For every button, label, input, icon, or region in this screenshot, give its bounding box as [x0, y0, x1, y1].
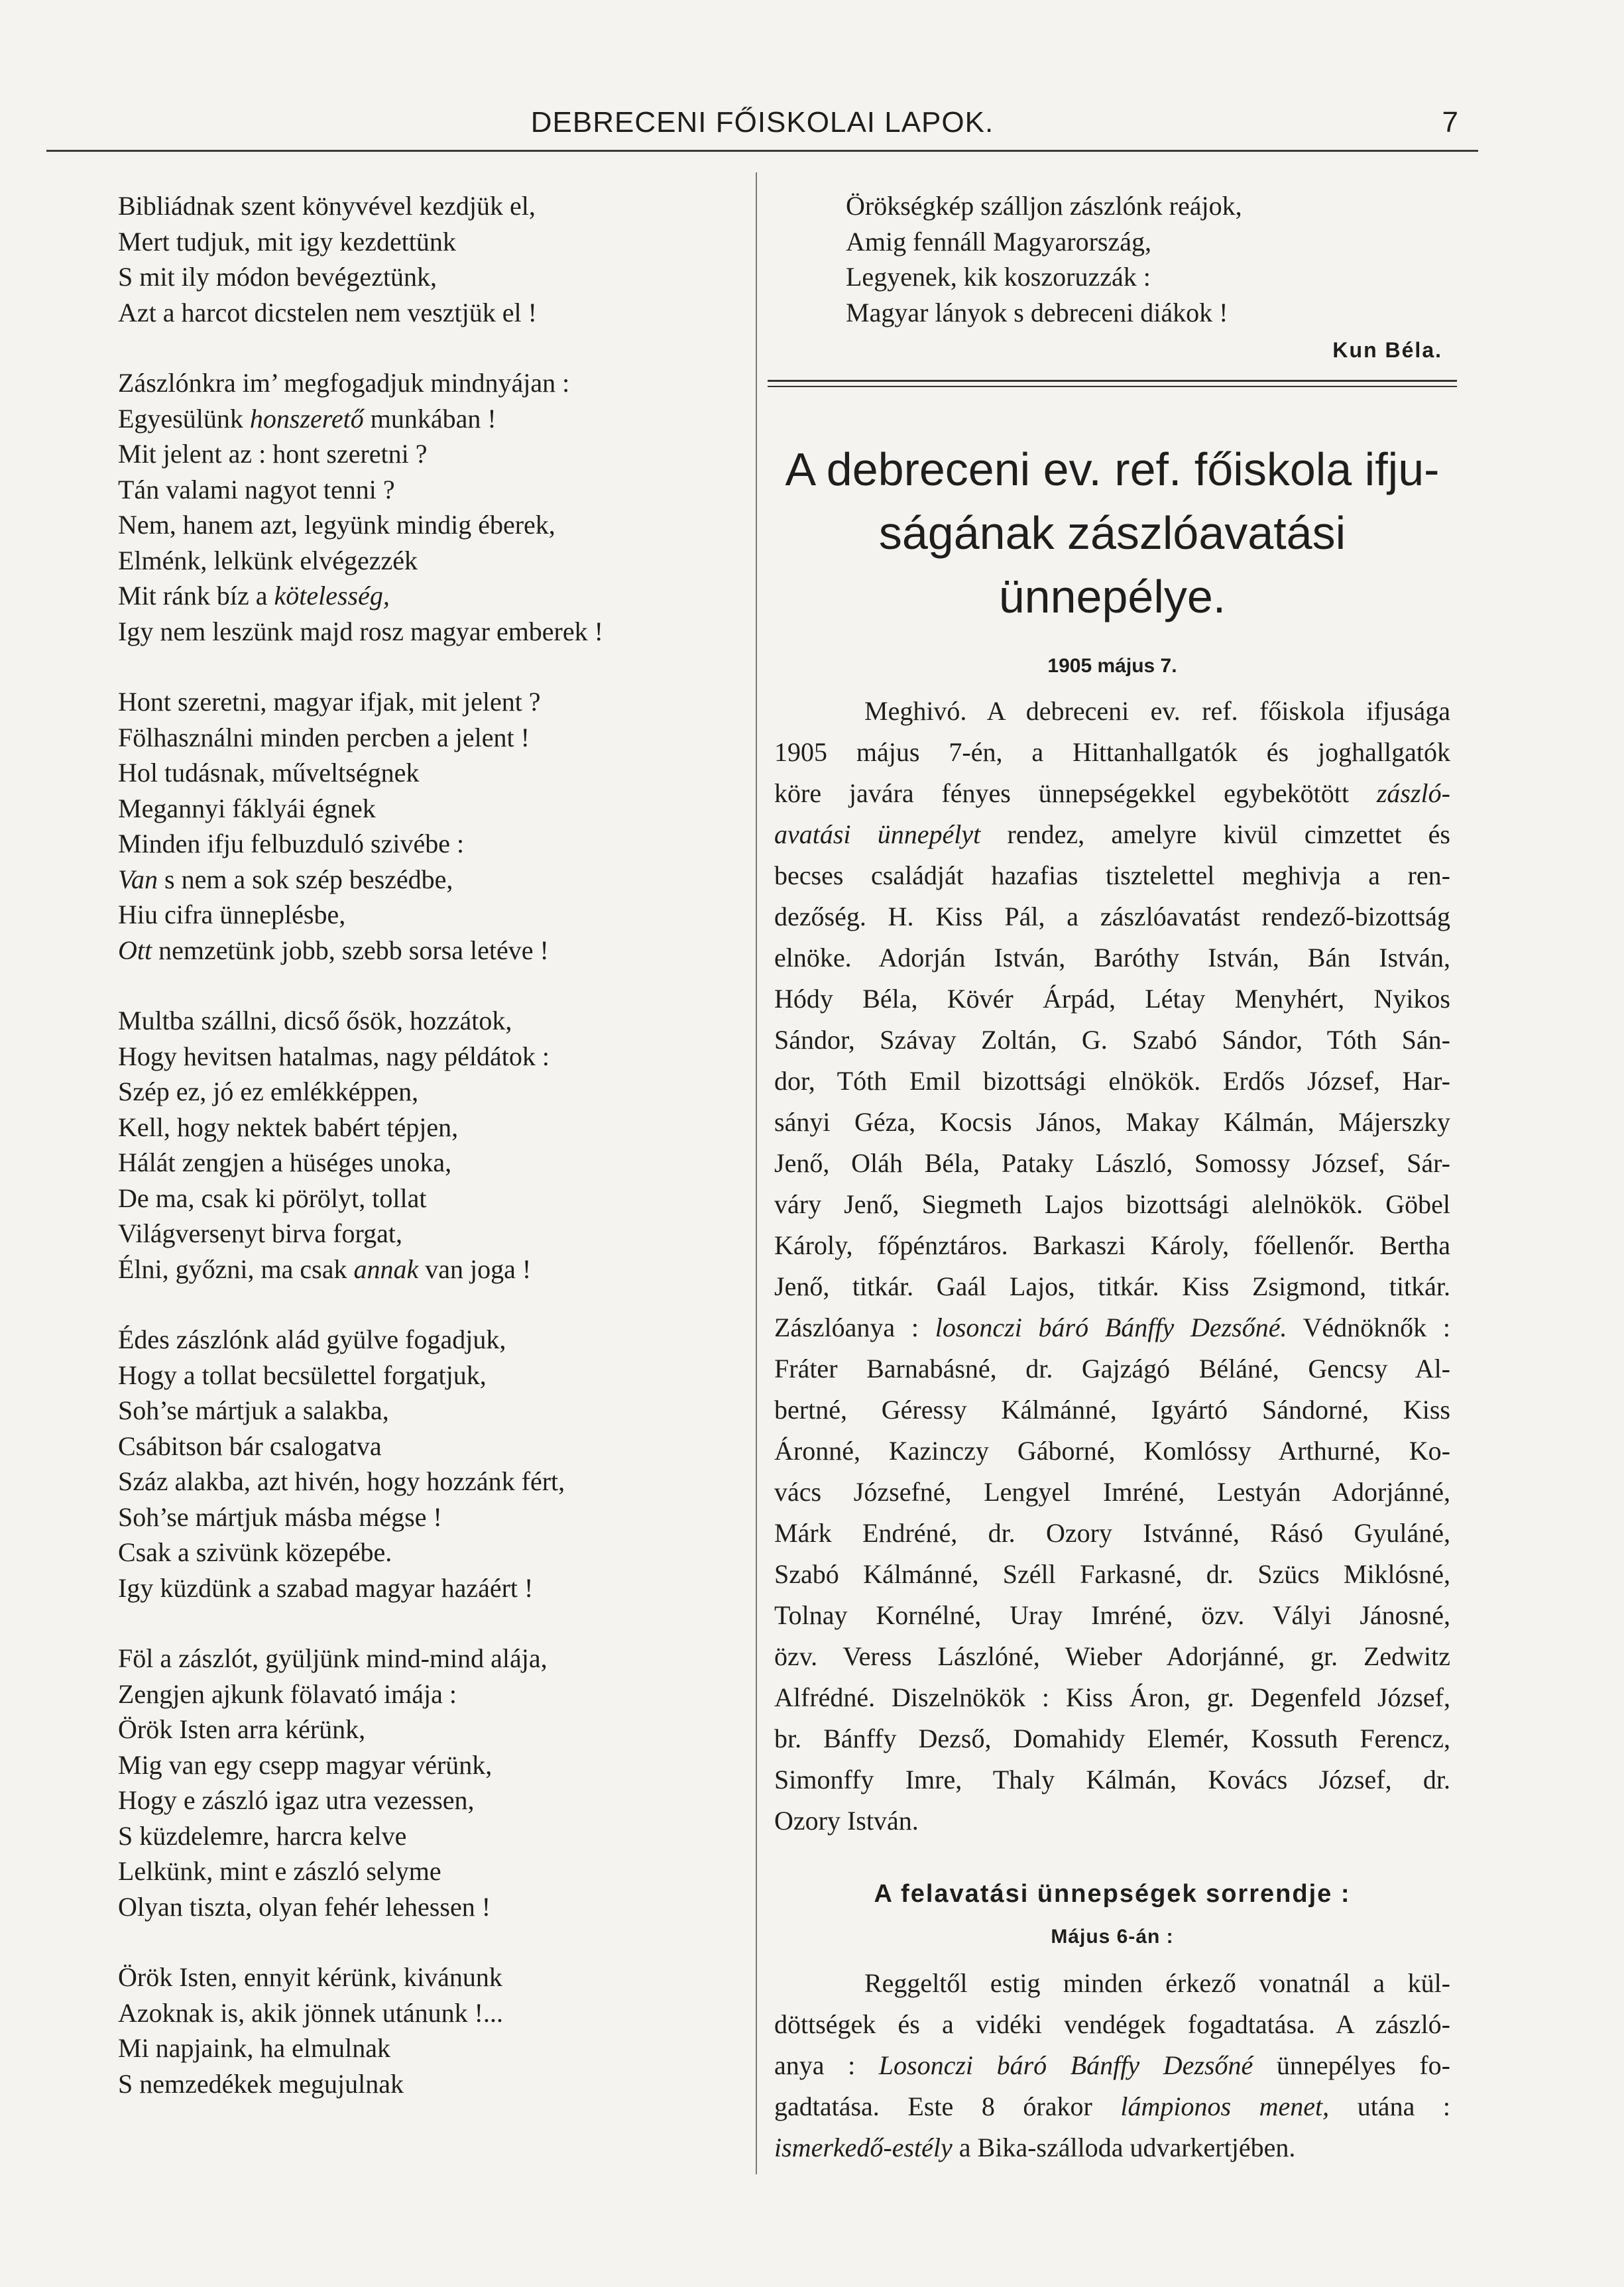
- line-text: Egyesülünk: [118, 403, 250, 434]
- line-text: Meghivó. A debreceni ev. ref. főiskola ifjusága: [864, 696, 1450, 726]
- paragraph-line: [774, 814, 1450, 855]
- paragraph-line: [774, 732, 1450, 773]
- line-text: dor, Tóth Emil bizottsági elnökök. Erdős József, Har-: [774, 1066, 1450, 1096]
- header-rule: [46, 150, 1478, 152]
- column-divider: [756, 172, 757, 2174]
- line-text: Jenő, Oláh Béla, Pataky László, Somossy József, Sár-: [774, 1148, 1450, 1178]
- poem-verse-line: [118, 1853, 715, 1889]
- line-text: Simonffy Imre, Thaly Kálmán, Kovács József, dr.: [774, 1765, 1450, 1794]
- right-column: [768, 188, 1457, 2168]
- line-text: Nem, hanem azt, legyünk mindig éberek,: [118, 510, 555, 540]
- article-title-line-2: ságának zászlóavatási ünnepélye.: [878, 507, 1346, 622]
- line-text: özv. Veress Lászlóné, Wieber Adorjánné, gr. Zedwitz: [774, 1641, 1450, 1671]
- line-text: Hol tudásnak, műveltségnek: [118, 758, 420, 788]
- poem-verse-line: [118, 436, 715, 472]
- line-text: Kell, hogy nektek babért tépjen,: [118, 1112, 459, 1142]
- line-text: van joga !: [418, 1254, 532, 1284]
- line-text: Károly, főpénztáros. Barkaszi Károly, főellenőr. Bertha: [774, 1230, 1450, 1260]
- line-text: Azt a harcot dicstelen nem vesztjük el !: [118, 297, 537, 327]
- poem-verse-line: [118, 2030, 715, 2066]
- line-text: köre javára fényes ünnepségekkel egybekötött: [774, 778, 1377, 808]
- poem-stanza: [118, 1960, 715, 2101]
- line-text: Reggeltől estig minden érkező vonatnál a kül-: [864, 1968, 1450, 1998]
- line-text: Édes zászlónk alád gyülve fogadjuk,: [118, 1324, 506, 1354]
- line-text: Föl a zászlót, gyüljünk mind-mind alája,: [118, 1643, 548, 1673]
- line-text: Minden ifju felbuzduló szivébe :: [118, 829, 465, 858]
- poem-verse-line: [118, 1252, 715, 1287]
- line-text: Tolnay Kornélné, Uray Imréné, özv. Vályi Jánosné,: [774, 1600, 1450, 1630]
- line-text: Igy küzdünk a szabad magyar hazáért !: [118, 1572, 534, 1603]
- paragraph-line: [774, 896, 1450, 937]
- emphasis-text: losonczi báró Bánffy Dezsőné.: [935, 1313, 1287, 1342]
- line-text: Megannyi fáklyái égnek: [118, 793, 376, 823]
- poem-stanza: [118, 1322, 715, 1606]
- line-text: S mit ily módon bevégeztünk,: [118, 262, 437, 292]
- poem-verse-line: [118, 1003, 715, 1039]
- line-text: Zászlóanya :: [774, 1313, 935, 1342]
- line-text: Szabó Kálmánné, Széll Farkasné, dr. Szücs Miklósné,: [774, 1559, 1450, 1589]
- line-text: rendez, amelyre kivül cimzettet és: [980, 819, 1450, 849]
- line-text: Tán valami nagyot tenni ?: [118, 474, 395, 504]
- paragraph-line: [774, 1431, 1450, 1472]
- line-text: elnöke. Adorján István, Baróthy István, Bán István,: [774, 943, 1450, 972]
- poem-verse-line: [118, 1429, 715, 1464]
- emphasis-text: avatási ünnepélyt: [774, 819, 981, 849]
- poem-verse-line: [118, 862, 715, 898]
- poem-verse-line: [118, 1145, 715, 1181]
- poem-verse-line: [118, 1393, 715, 1429]
- line-text: s nem a sok szép beszédbe,: [158, 864, 453, 894]
- poem-verse-line: [118, 1110, 715, 1145]
- poem-verse-line: [118, 578, 715, 614]
- schedule-paragraph: [774, 1963, 1450, 2168]
- paragraph-line: [774, 773, 1450, 814]
- poem-verse-line: [118, 755, 715, 791]
- line-text: váry Jenő, Siegmeth Lajos bizottsági alelnökök. Göbel: [774, 1189, 1450, 1219]
- paragraph-line: [774, 1020, 1450, 1061]
- section-divider: [768, 380, 1457, 387]
- poem-verse-line: [118, 1216, 715, 1252]
- paragraph-line: [774, 691, 1450, 732]
- paragraph-line: [774, 1184, 1450, 1225]
- poem-verse-line: [118, 1995, 715, 2031]
- poem-verse-line: [118, 614, 715, 650]
- line-text: anya :: [774, 2050, 879, 2080]
- paragraph-line: [774, 2004, 1450, 2045]
- emphasis-text: lámpionos menet,: [1120, 2091, 1330, 2121]
- poem-verse-line: Örökségkép szálljon zászlónk reájok,: [846, 191, 1242, 221]
- emphasis-text: Losonczi báró Bánffy Dezsőné: [878, 2050, 1253, 2080]
- line-text: Mig van egy csepp magyar vérünk,: [118, 1749, 493, 1780]
- poem-stanza: [118, 1003, 715, 1287]
- line-text: S küzdelemre, harcra kelve: [118, 1820, 407, 1851]
- line-text: Bibliádnak szent könyvével kezdjük el,: [118, 191, 536, 221]
- running-header: [46, 106, 1478, 146]
- poem-author: Kun Béla.: [1332, 338, 1442, 362]
- poem-verse-line: [118, 1181, 715, 1216]
- poem-verse-line: [118, 1889, 715, 1925]
- paragraph-line: [774, 1143, 1450, 1184]
- poem-verse-line: [118, 1535, 715, 1570]
- paragraph-line: [774, 1595, 1450, 1636]
- poem-verse-line: [118, 1676, 715, 1712]
- line-text: utána :: [1329, 2091, 1451, 2121]
- paragraph-line: [774, 1225, 1450, 1266]
- section-heading: A felavatási ünnepségek sorrendje :: [874, 1880, 1351, 1908]
- invitation-paragraph: [774, 691, 1450, 1842]
- line-text: Mert tudjuk, mit igy kezdettünk: [118, 226, 456, 257]
- line-text: Zászlónkra im’ megfogadjuk mindnyájan :: [118, 368, 570, 398]
- line-text: Jenő, titkár. Gaál Lajos, titkár. Kiss Zsigmond, titkár.: [774, 1271, 1450, 1301]
- line-text: Ozory István.: [774, 1806, 919, 1836]
- paragraph-line: [774, 855, 1450, 896]
- paragraph-line: [774, 978, 1450, 1020]
- poem-verse-line: Magyar lányok s debreceni diákok !: [846, 297, 1228, 327]
- line-text: Élni, győzni, ma csak: [118, 1254, 354, 1284]
- line-text: Csábitson bár csalogatva: [118, 1431, 382, 1461]
- line-text: Mit ránk bíz a: [118, 581, 274, 611]
- paragraph-line: [774, 1800, 1450, 1842]
- poem-verse-line: [118, 684, 715, 720]
- line-text: S nemzedékek megujulnak: [118, 2068, 404, 2099]
- paragraph-line: [774, 937, 1450, 978]
- line-text: bertné, Géressy Kálmánné, Igyártó Sándorné, Kiss: [774, 1395, 1450, 1425]
- line-text: Áronné, Kazinczy Gáborné, Komlóssy Arthurné, Ko-: [774, 1436, 1450, 1466]
- poem-verse-line: [118, 1818, 715, 1854]
- line-text: Fráter Barnabásné, dr. Gajzágó Béláné, Gencsy Al-: [774, 1354, 1450, 1383]
- paragraph-line: [774, 2127, 1450, 2168]
- line-text: Száz alakba, azt hivén, hogy hozzánk fért,: [118, 1466, 565, 1496]
- poem-verse-line: [118, 933, 715, 968]
- poem-stanza: [118, 188, 715, 330]
- line-text: Hont szeretni, magyar ifjak, mit jelent ?: [118, 687, 541, 717]
- line-text: Csak a szivünk közepébe.: [118, 1537, 392, 1567]
- line-text: Örök Isten arra kérünk,: [118, 1714, 366, 1744]
- poem-verse-line: [118, 897, 715, 933]
- paragraph-line: [774, 1061, 1450, 1102]
- paragraph-line: [774, 1636, 1450, 1677]
- poem-verse-line: [118, 1960, 715, 1995]
- paragraph-line: [774, 1472, 1450, 1513]
- line-text: Lelkünk, mint e zászló selyme: [118, 1856, 441, 1886]
- line-text: munkában !: [363, 403, 496, 434]
- line-text: Olyan tiszta, olyan fehér lehessen !: [118, 1891, 491, 1922]
- paragraph-line: [774, 1389, 1450, 1431]
- line-text: vács Józsefné, Lengyel Imréné, Lestyán Adorjánné,: [774, 1477, 1450, 1507]
- line-text: Azoknak is, akik jönnek utánunk !...: [118, 1997, 503, 2028]
- line-text: De ma, csak ki pörölyt, tollat: [118, 1183, 427, 1213]
- line-text: Igy nem leszünk majd rosz magyar emberek !: [118, 616, 603, 646]
- poem-verse-line: [118, 472, 715, 508]
- poem-verse-line: [118, 401, 715, 437]
- line-text: Hiu cifra ünneplésbe,: [118, 900, 346, 929]
- line-text: gadtatása. Este 8 órakor: [774, 2091, 1121, 2121]
- line-text: Márk Endréné, dr. Ozory Istvánné, Rásó Gyuláné,: [774, 1518, 1450, 1548]
- poem-verse-line: Legyenek, kik koszoruzzák :: [846, 262, 1151, 292]
- poem-verse-line: [118, 1039, 715, 1075]
- poem-verse-line: [118, 295, 715, 331]
- poem-verse-line: [118, 1712, 715, 1747]
- poem-verse-line: [118, 507, 715, 543]
- poem-verse-line: [118, 1074, 715, 1110]
- poem-stanza: [118, 1641, 715, 1924]
- emphasis-text: kötelesség,: [274, 581, 390, 611]
- poem-verse-line: [118, 826, 715, 862]
- line-text: Alfrédné. Diszelnökök : Kiss Áron, gr. Degenfeld József,: [774, 1682, 1450, 1712]
- line-text: Zengjen ajkunk fölavató imája :: [118, 1678, 457, 1709]
- line-text: Örök Isten, ennyit kérünk, kivánunk: [118, 1962, 502, 1992]
- line-text: sányi Géza, Kocsis János, Makay Kálmán, Májerszky: [774, 1107, 1450, 1137]
- poem-verse-line: [118, 1499, 715, 1535]
- line-text: dezőség. H. Kiss Pál, a zászlóavatást rendező-bizottság: [774, 902, 1450, 931]
- line-text: Soh’se mártjuk másba mégse !: [118, 1501, 442, 1532]
- poem-verse-line: [118, 259, 715, 295]
- line-text: Világversenyt birva forgat,: [118, 1218, 402, 1248]
- emphasis-text: Van: [118, 864, 158, 894]
- line-text: a Bika-szálloda udvarkertjében.: [952, 2133, 1296, 2162]
- line-text: Mi napjaink, ha elmulnak: [118, 2033, 391, 2063]
- paragraph-line: [774, 1963, 1450, 2004]
- paragraph-line: [774, 1554, 1450, 1595]
- subheading-date: Május 6-án :: [1051, 1926, 1174, 1948]
- article-title: [768, 438, 1457, 628]
- paragraph-line: [774, 1307, 1450, 1348]
- poem-column: [118, 188, 715, 2101]
- paragraph-line: [774, 1102, 1450, 1143]
- line-text: Védnöknők :: [1287, 1313, 1451, 1342]
- paragraph-line: [774, 1266, 1450, 1307]
- poem-verse-line: [118, 188, 715, 224]
- emphasis-text: zászló-: [1376, 778, 1450, 808]
- poem-verse-line: [118, 1783, 715, 1818]
- poem-verse-line: [118, 720, 715, 756]
- line-text: Szép ez, jó ez emlékképpen,: [118, 1077, 419, 1106]
- poem-final-stanza: [846, 188, 1457, 330]
- line-text: Elménk, lelkünk elvégezzék: [118, 545, 418, 575]
- line-text: br. Bánffy Dezső, Domahidy Elemér, Kossuth Ferencz,: [774, 1724, 1450, 1753]
- line-text: becses családját hazafias tisztelettel meghivja a ren-: [774, 860, 1450, 890]
- poem-verse-line: [118, 2066, 715, 2102]
- paragraph-line: [774, 1718, 1450, 1759]
- poem-verse-line: [118, 791, 715, 827]
- line-text: döttségek és a vidéki vendégek fogadtatása. A zászló-: [774, 2009, 1450, 2039]
- line-text: Soh’se mártjuk a salakba,: [118, 1395, 389, 1425]
- poem-stanza: [118, 365, 715, 649]
- line-text: 1905 május 7-én, a Hittanhallgatók és joghallgatók: [774, 737, 1450, 767]
- line-text: Hogy e zászló igaz utra vezessen,: [118, 1785, 475, 1815]
- emphasis-text: honszerető: [249, 403, 364, 434]
- page-number: 7: [1442, 106, 1458, 139]
- emphasis-text: Ott: [118, 935, 152, 965]
- poem-verse-line: [118, 1641, 715, 1676]
- poem-verse-line: [118, 224, 715, 260]
- poem-verse-line: [118, 1747, 715, 1783]
- poem-verse-line: [118, 1570, 715, 1606]
- paragraph-line: [774, 1759, 1450, 1800]
- paragraph-line: [774, 1513, 1450, 1554]
- line-text: Sándor, Szávay Zoltán, G. Szabó Sándor, Tóth Sán-: [774, 1025, 1450, 1055]
- emphasis-text: ismerkedő-estély: [774, 2133, 953, 2162]
- poem-verse-line: [118, 1464, 715, 1499]
- paragraph-line: [774, 2086, 1450, 2127]
- article-date: 1905 május 7.: [1047, 655, 1177, 677]
- paragraph-line: [774, 1677, 1450, 1718]
- line-text: Multba szállni, dicső ősök, hozzátok,: [118, 1006, 512, 1035]
- poem-stanza: [118, 684, 715, 968]
- line-text: nemzetünk jobb, szebb sorsa letéve !: [152, 935, 549, 965]
- line-text: Hogy a tollat becsülettel forgatjuk,: [118, 1360, 487, 1390]
- paragraph-line: [774, 2045, 1450, 2086]
- line-text: Hódy Béla, Kövér Árpád, Létay Menyhért, Nyikos: [774, 984, 1450, 1014]
- line-text: Hálát zengjen a hüséges unoka,: [118, 1147, 452, 1177]
- line-text: ünnepélyes fo-: [1253, 2050, 1450, 2080]
- emphasis-text: annak: [353, 1254, 419, 1284]
- poem-verse-line: [118, 543, 715, 579]
- poem-verse-line: [118, 1358, 715, 1393]
- article-title-line-1: A debreceni ev. ref. főiskola ifju-: [785, 443, 1440, 495]
- line-text: Mit jelent az : hont szeretni ?: [118, 439, 428, 469]
- line-text: Hogy hevitsen hatalmas, nagy példátok :: [118, 1041, 550, 1071]
- journal-title: DEBRECENI FŐISKOLAI LAPOK.: [530, 106, 994, 139]
- poem-verse-line: [118, 365, 715, 401]
- paragraph-line: [774, 1348, 1450, 1389]
- poem-verse-line: Amig fennáll Magyarország,: [846, 226, 1151, 257]
- poem-verse-line: [118, 1322, 715, 1358]
- line-text: Fölhasználni minden percben a jelent !: [118, 722, 530, 752]
